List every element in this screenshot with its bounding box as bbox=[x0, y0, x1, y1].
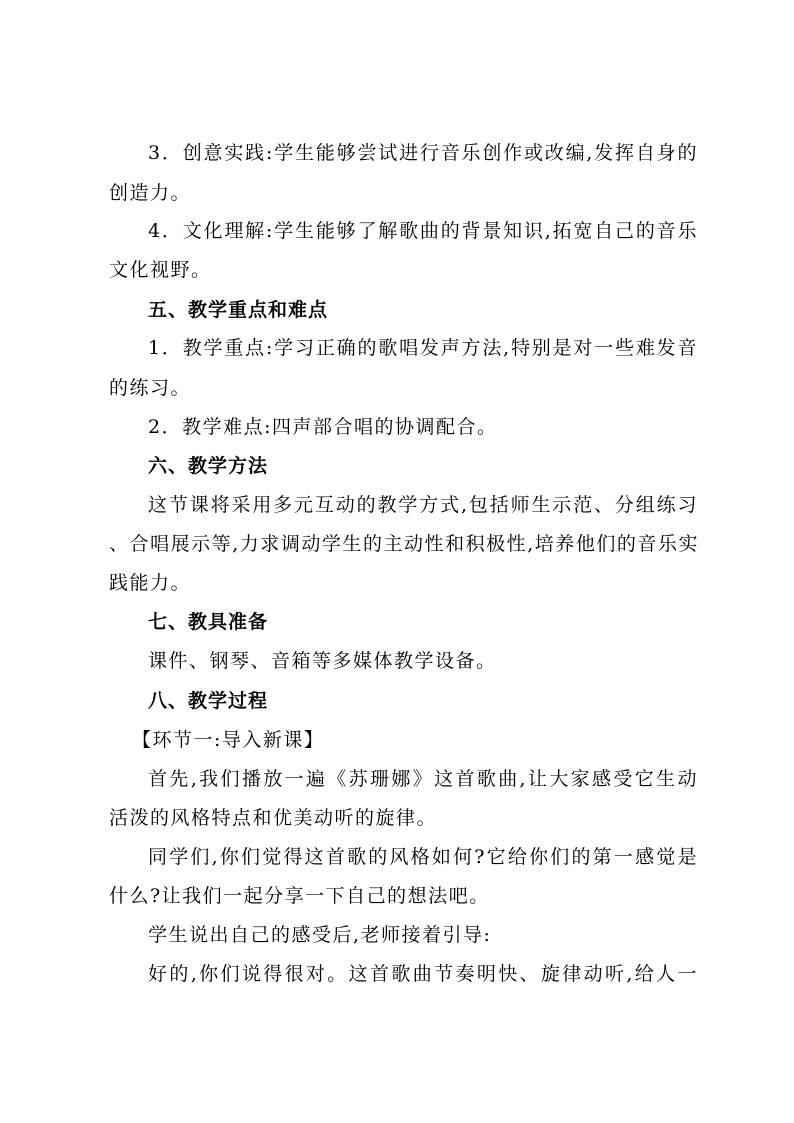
section-heading: 八、教学过程 bbox=[148, 690, 269, 712]
paragraph-line: 同学们,你们觉得这首歌的风格如何?它给你们的第一感觉是 bbox=[148, 846, 698, 868]
paragraph-line: 活泼的风格特点和优美动听的旋律。 bbox=[109, 807, 438, 829]
paragraph-line: 4．文化理解:学生能够了解歌曲的背景知识,拓宽自己的音乐 bbox=[148, 220, 698, 242]
paragraph-line: 创造力。 bbox=[109, 182, 192, 204]
paragraph-line: 的练习。 bbox=[109, 377, 192, 399]
section-heading: 六、教学方法 bbox=[148, 455, 269, 477]
paragraph-line: 3．创意实践:学生能够尝试进行音乐创作或改编,发挥自身的 bbox=[148, 142, 698, 164]
paragraph-line: 践能力。 bbox=[109, 572, 192, 594]
paragraph-line: 学生说出自己的感受后,老师接着引导: bbox=[148, 924, 492, 946]
paragraph-line: 2．教学难点:四声部合唱的协调配合。 bbox=[148, 416, 498, 438]
subsection-heading: 【环节一:导入新课】 bbox=[132, 729, 325, 751]
paragraph-line: 文化视野。 bbox=[109, 259, 212, 281]
section-heading: 五、教学重点和难点 bbox=[148, 299, 329, 321]
paragraph-line: 课件、钢琴、音箱等多媒体教学设备。 bbox=[148, 650, 497, 672]
paragraph-line: 什么?让我们一起分享一下自己的想法吧。 bbox=[109, 885, 490, 907]
paragraph-line: 首先,我们播放一遍《苏珊娜》这首歌曲,让大家感受它生动 bbox=[148, 768, 698, 790]
section-heading: 七、教具准备 bbox=[148, 611, 269, 633]
paragraph-line: 1．教学重点:学习正确的歌唱发声方法,特别是对一些难发音 bbox=[148, 337, 698, 359]
paragraph-line: 、合唱展示等,力求调动学生的主动性和积极性,培养他们的音乐实 bbox=[109, 533, 699, 555]
paragraph-line: 好的,你们说得很对。这首歌曲节奏明快、旋律动听,给人一 bbox=[148, 963, 698, 985]
paragraph-line: 这节课将采用多元互动的教学方式,包括师生示范、分组练习 bbox=[148, 494, 698, 516]
